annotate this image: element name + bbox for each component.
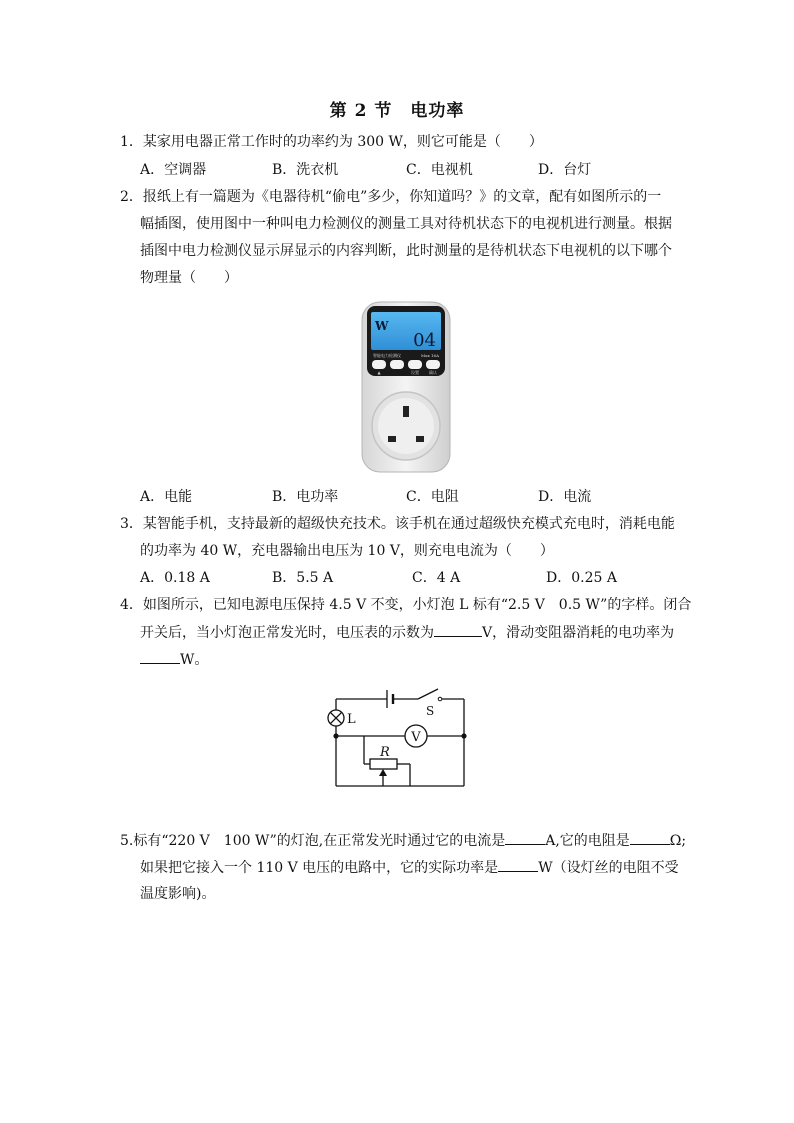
voltmeter-label: V (411, 730, 421, 745)
page-title: 第 2 节 电功率 (329, 101, 465, 121)
socket-hole-right (416, 436, 424, 442)
circuit-diagram (320, 682, 472, 792)
junction-dot (461, 733, 466, 738)
question-3-line: 的功率为 40 W，充电器输出电压为 10 V，则充电电流为（ ） (140, 543, 554, 559)
switch-pivot (438, 697, 442, 701)
option-a[interactable]: A．电能 (140, 489, 193, 505)
question-2-line: 插图中电力检测仪显示屏显示的内容判断，此时测量的是待机状态下电视机的以下哪个 (140, 243, 672, 259)
question-2-line: 物理量（ ） (140, 270, 238, 286)
question-3-line: 3．某智能手机，支持最新的超级快充技术。该手机在通过超级快充模式充电时，消耗电能 (120, 516, 675, 532)
socket-hole-left (388, 436, 396, 442)
option-b[interactable]: B．洗衣机 (272, 162, 339, 178)
option-c[interactable]: C．4 A (412, 570, 461, 586)
option-b[interactable]: B．5.5 A (272, 570, 334, 586)
question-2-line: 2．报纸上有一篇题为《电器待机“偷电”多少，你知道吗？》的文章，配有如图所示的一 (120, 189, 662, 205)
device-label-right: Max 16A (421, 353, 439, 358)
lcd-unit: W (375, 319, 389, 333)
device-label-left: 智能电力检测仪 (373, 353, 401, 358)
question-5-line: 温度影响)。 (140, 886, 216, 902)
rheostat-label: R (380, 745, 390, 760)
device-button (426, 360, 440, 369)
answer-blank[interactable] (630, 830, 670, 845)
option-a[interactable]: A．空调器 (140, 162, 207, 178)
answer-blank[interactable] (434, 622, 482, 637)
question-5-line (120, 830, 686, 851)
option-d[interactable]: D．0.25 A (546, 570, 617, 586)
question-4-line (140, 622, 674, 643)
question-5-text: W（设灯丝的电阻不受 (538, 860, 679, 876)
question-5-text: 如果把它接入一个 110 V 电压的电路中，它的实际功率是 (140, 860, 499, 876)
question-4-text: 开关后，当小灯泡正常发光时，电压表的示数为 (140, 625, 434, 641)
question-4-line: 4．如图所示，已知电源电压保持 4.5 V 不变，小灯泡 L 标有“2.5 V 0.5 W”的字样。闭合 (120, 597, 692, 613)
question-1-stem: 1．某家用电器正常工作时的功率约为 300 W，则它可能是（ ） (120, 134, 543, 150)
option-d[interactable]: D．台灯 (538, 162, 592, 178)
question-4-line (140, 649, 208, 670)
junction-dot (333, 733, 338, 738)
answer-blank[interactable] (140, 649, 180, 664)
question-4-text: W。 (180, 652, 209, 668)
question-5-text: Ω; (669, 833, 687, 849)
rheostat-symbol (370, 759, 397, 769)
lcd-reading: 04 (413, 330, 436, 351)
device-button-label: 设置 (411, 370, 419, 375)
device-button (408, 360, 422, 369)
device-button (390, 360, 404, 369)
question-4-text: V，滑动变阻器消耗的电功率为 (482, 625, 675, 641)
option-d[interactable]: D．电流 (538, 489, 592, 505)
device-button-label: 确认 (429, 370, 437, 375)
option-c[interactable]: C．电视机 (406, 162, 473, 178)
socket-hole-top (403, 406, 409, 417)
answer-blank[interactable] (505, 830, 545, 845)
power-meter-image (360, 300, 452, 474)
device-button-label: ▲ (377, 370, 381, 375)
switch-label: S (426, 704, 435, 718)
device-button (372, 360, 386, 369)
option-a[interactable]: A．0.18 A (140, 570, 210, 586)
option-c[interactable]: C．电阻 (406, 489, 459, 505)
question-5-text: A,它的电阻是 (545, 833, 630, 849)
rheostat-slider-arrow (379, 769, 387, 776)
question-5-line (140, 857, 679, 878)
lamp-label: L (347, 712, 356, 727)
answer-blank[interactable] (498, 857, 538, 872)
option-b[interactable]: B．电功率 (272, 489, 339, 505)
question-5-text: 5.标有“220 V 100 W”的灯泡,在正常发光时通过它的电流是 (120, 833, 506, 849)
question-2-line: 幅插图，使用图中一种叫电力检测仪的测量工具对待机状态下的电视机进行测量。根据 (140, 216, 672, 232)
